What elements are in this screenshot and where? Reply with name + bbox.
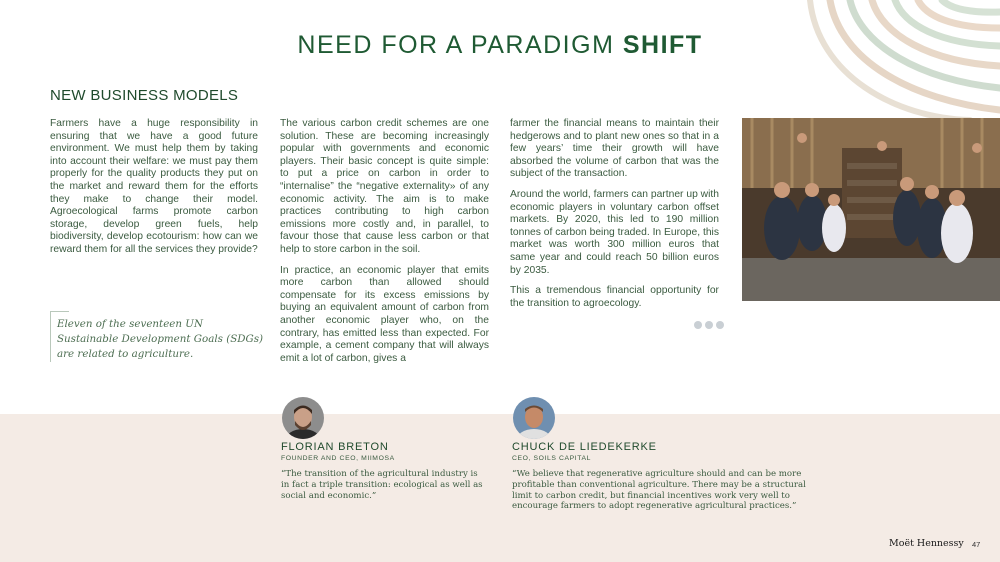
section-title: NEW BUSINESS MODELS (50, 87, 239, 104)
speaker-role: CEO, SOILS CAPITAL (512, 455, 592, 462)
panel-discussion-photo (742, 118, 1000, 301)
speaker-quote: “We believe that regenerative agriculture should and can be more profitable than conventional agriculture. There may be a structural limit to carbon credit, but financial incentives work very well to encourage farmers to adopt regenerative agricultural practices.” (512, 469, 806, 512)
dot[interactable] (716, 321, 724, 329)
text-column-3 (510, 118, 719, 318)
fingerprint-decoration (800, 0, 1000, 120)
avatar (282, 397, 324, 439)
speaker-name: FLORIAN BRETON (281, 441, 389, 453)
text-column-1 (50, 118, 258, 265)
sdg-callout: Eleven of the seventeen UN Sustainable Development Goals (SDGs) are related to agriculture. (50, 311, 267, 362)
quotes-band (0, 414, 1000, 562)
paragraph: Farmers have a huge responsibility in ensuring that we have a good future environment. We must help them by taking into account their welfare: we must pay them properly for the quality products they put on the market and reward them for the efforts they make to change their model. Agroecological farms promote carbon storage, develop green fuels, help biodiversity, develop ecotourism: how can we reward them for all the services they provide? (50, 118, 258, 255)
dot[interactable] (705, 321, 713, 329)
page-title: NEED FOR A PARADIGM SHIFT (297, 31, 703, 59)
paragraph: Around the world, farmers can partner up with economic players in voluntary carbon offset markets. By 2020, this led to 190 million tonnes of carbon being traded. In Europe, this market was worth 300 million euros that same year and could reach 50 billion euros by 2035. (510, 188, 719, 276)
paragraph: The various carbon credit schemes are one solution. These are becoming increasingly popular with governments and economic players. Their basic concept is quite simple: to put a price on carbon in order to “internalise” the “negative externality» of any economic activity. The aim is to make practices contributing to high carbon emissions more costly and, in parallel, to favour those that cause less carbon or that help to store carbon in the soil. (280, 118, 489, 255)
pagination-dots-icon[interactable] (694, 321, 724, 329)
avatar (513, 397, 555, 439)
speaker-quote: “The transition of the agricultural industry is in fact a triple transition: ecological as well as social and economic.” (281, 469, 483, 501)
text-column-2 (280, 118, 489, 373)
speaker-name: CHUCK DE LIEDEKERKE (512, 441, 657, 453)
dot[interactable] (694, 321, 702, 329)
paragraph: In practice, an economic player that emits more carbon than allowed should compensate for its excess emissions by buying an equivalent amount of carbon from another economic player who, on the contrary, has emitted less than expected. For example, a cement company that will always emit a lot of carbon, gives a (280, 264, 489, 364)
speaker-role: FOUNDER AND CEO, MIIMOSA (281, 455, 395, 462)
brand-logo: Moët Hennessy (889, 538, 964, 549)
paragraph: farmer the financial means to maintain their hedgerows and to plant new ones so that in a few years’ time their growth will have absorbed the volume of carbon that was the subject of the transaction. (510, 118, 719, 180)
page-number: 47 (972, 540, 981, 549)
paragraph: This a tremendous financial opportunity for the transition to agroecology. (510, 285, 719, 309)
